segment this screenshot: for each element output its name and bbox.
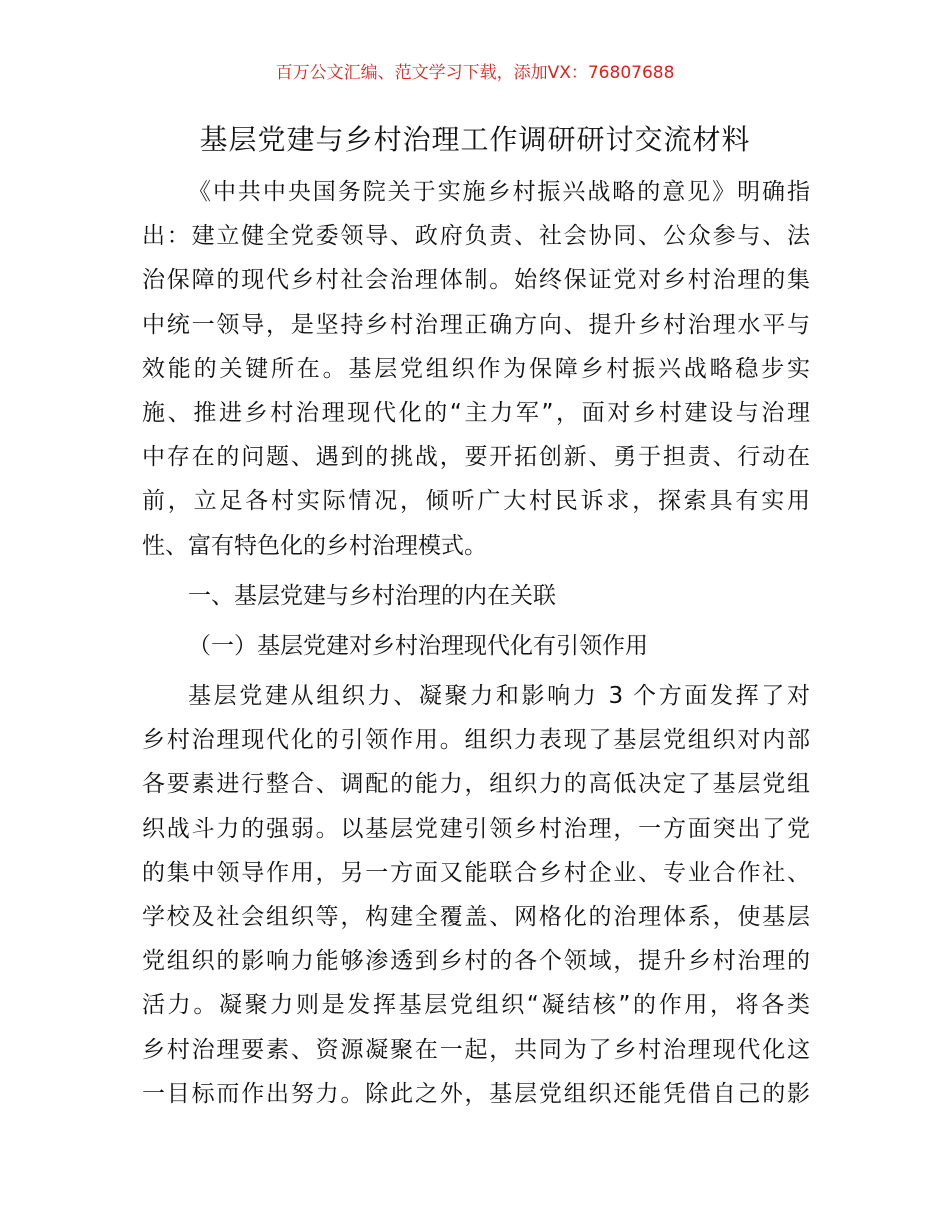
text-line: 效能的关键所在。基层党组织作为保障乡村振兴战略稳步实: [142, 355, 810, 382]
text-line: 出：建立健全党委领导、政府负责、社会协同、公众参与、法: [142, 223, 810, 250]
text-line: 各要素进行整合、调配的能力，组织力的高低决定了基层党组: [142, 771, 810, 798]
text-line: 乡村治理要素、资源凝聚在一起，共同为了乡村治理现代化这: [142, 1036, 810, 1063]
text-line: 施、推进乡村治理现代化的“主力军”，面对乡村建设与治理: [142, 399, 810, 426]
document-title: 基层党建与乡村治理工作调研研讨交流材料: [199, 123, 751, 156]
paragraph-body: [142, 674, 810, 1116]
text-line: 中存在的问题、遇到的挑战，要开拓创新、勇于担责、行动在: [142, 444, 810, 471]
text-line: 《中共中央国务院关于实施乡村振兴战略的意见》明确指: [188, 179, 810, 205]
text-line: 基层党建从组织力、凝聚力和影响力 3 个方面发挥了对: [188, 683, 810, 710]
text-line: 乡村治理现代化的引领作用。组织力表现了基层党组织对内部: [142, 727, 810, 754]
text-line: 活力。凝聚力则是发挥基层党组织“凝结核”的作用，将各类: [142, 992, 810, 1019]
text-line: 党组织的影响力能够渗透到乡村的各个领域，提升乡村治理的: [142, 948, 810, 975]
text-line: 织战斗力的强弱。以基层党建引领乡村治理，一方面突出了党: [142, 815, 810, 842]
text-line: 一目标而作出努力。除此之外，基层党组织还能凭借自己的影: [142, 1080, 810, 1107]
text-line: 治保障的现代乡村社会治理体制。始终保证党对乡村治理的集: [142, 267, 810, 294]
watermark-header: 百万公文汇编、范文学习下载，添加VX：76807688: [275, 63, 675, 83]
text-line: 的集中领导作用，另一方面又能联合乡村企业、专业合作社、: [142, 859, 810, 886]
text-line: 中统一领导，是坚持乡村治理正确方向、提升乡村治理水平与: [142, 311, 810, 338]
text-line: 性、富有特色化的乡村治理模式。: [142, 532, 487, 559]
document-body: [142, 170, 810, 1116]
text-line: 学校及社会组织等，构建全覆盖、网格化的治理体系，使基层: [142, 904, 810, 930]
subsection-heading: （一）基层党建对乡村治理现代化有引领作用: [188, 632, 648, 659]
paragraph-intro: [142, 170, 810, 568]
text-line: 前，立足各村实际情况，倾听广大村民诉求，探索具有实用: [142, 488, 810, 515]
section-heading: 一、基层党建与乡村治理的内在关联: [188, 582, 556, 609]
